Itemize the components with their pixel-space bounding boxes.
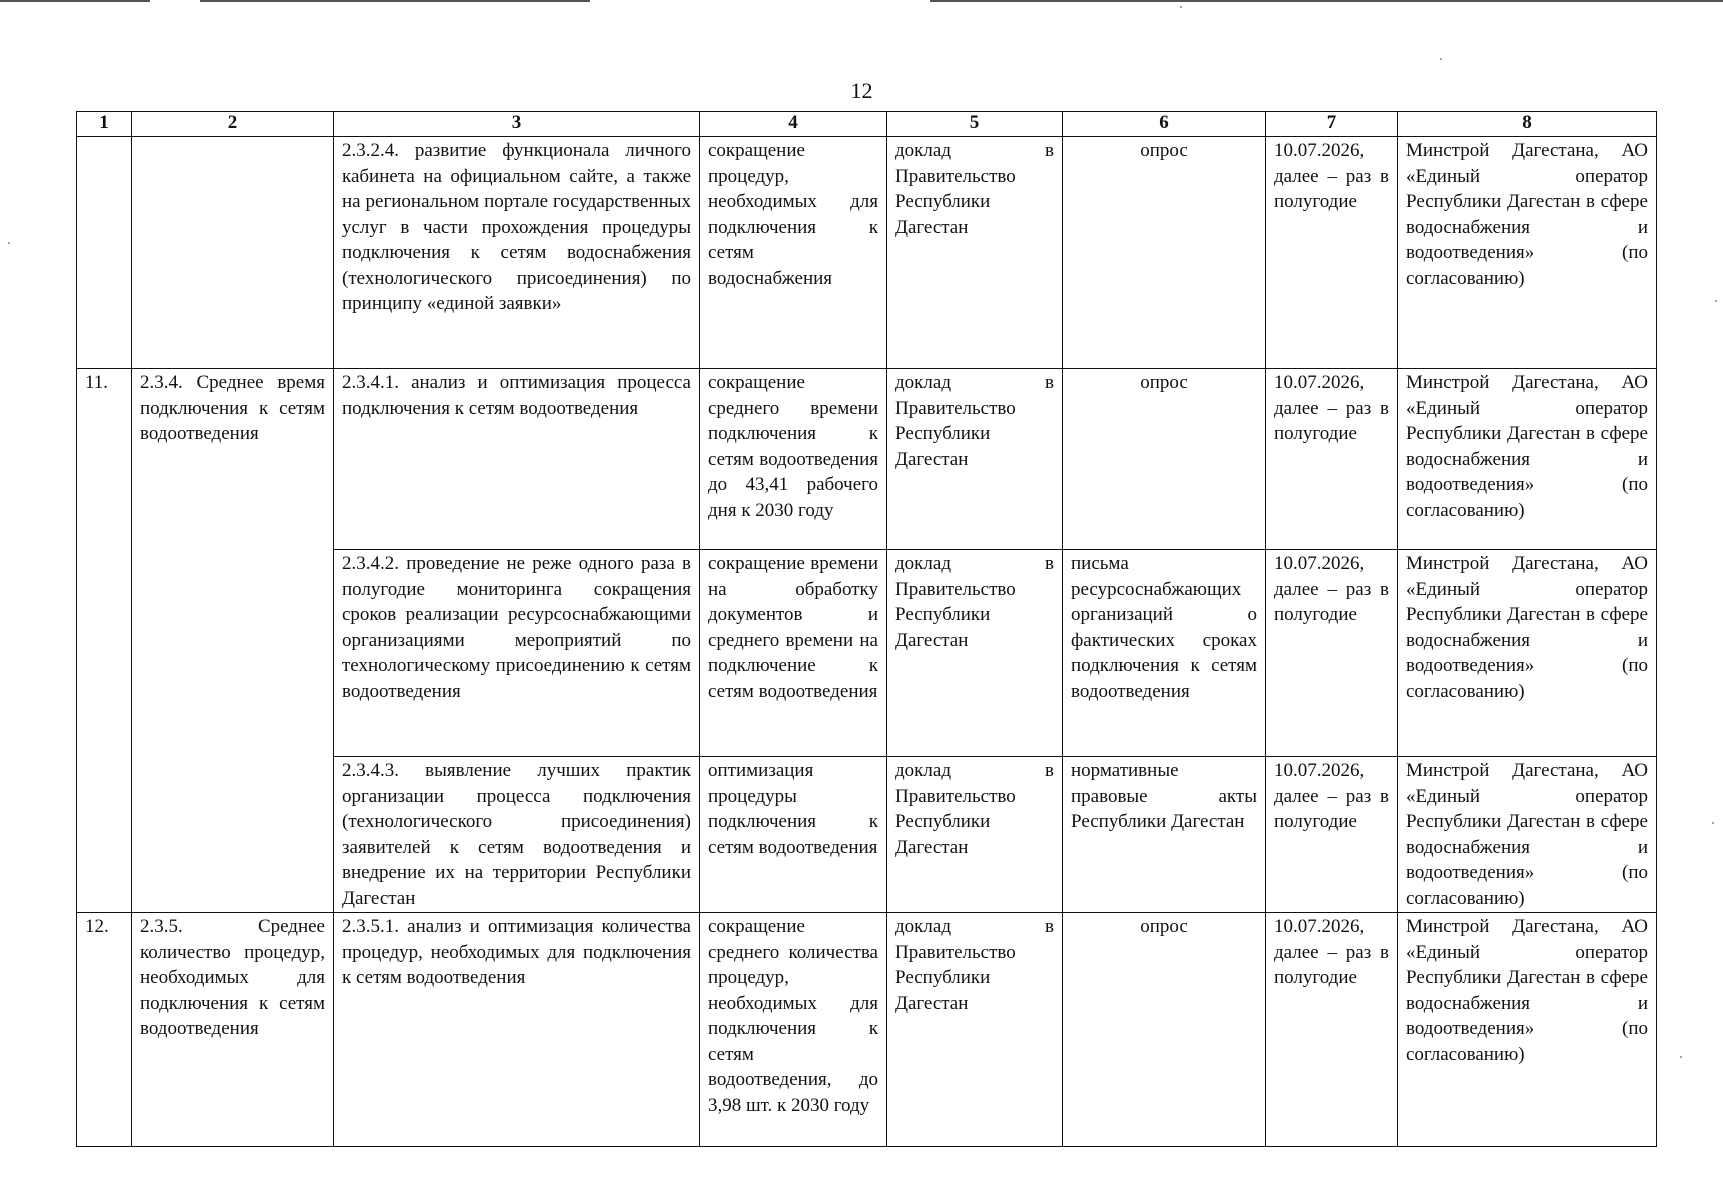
scan-speck [1680, 1056, 1682, 1058]
row-number-cell [77, 137, 132, 369]
responsible-cell: Минстрой Дагестана, АО «Единый оператор Республики Дагестан в сфере водоснабжения и водоотведения» (по согласованию) [1398, 913, 1657, 1147]
row-number-cell: 11. [77, 369, 132, 913]
result-cell: сокращение среднего количества процедур, необходимых для подключения к сетям водоотведения, до 3,98 шт. к 2030 году [700, 913, 887, 1147]
col-header: 8 [1398, 112, 1657, 137]
responsible-cell: Минстрой Дагестана, АО «Единый оператор Республики Дагестан в сфере водоснабжения и водоотведения» (по согласованию) [1398, 550, 1657, 757]
report-form-cell: доклад в Правительство Республики Дагестан [887, 550, 1063, 757]
col-header: 1 [77, 112, 132, 137]
report-form-cell: доклад в Правительство Республики Дагестан [887, 369, 1063, 550]
measure-cell: 2.3.4.2. проведение не реже одного раза в полугодие мониторинга сокращения сроков реализации ресурсоснабжающими организациями мероприятий по технологическому присоединению к сетям водоотведения [334, 550, 700, 757]
scan-speck [1440, 58, 1442, 60]
deadline-cell: 10.07.2026, далее – раз в полугодие [1266, 137, 1398, 369]
responsible-cell: Минстрой Дагестана, АО «Единый оператор Республики Дагестан в сфере водоснабжения и водоотведения» (по согласованию) [1398, 369, 1657, 550]
scan-edge-rule [930, 0, 1723, 2]
source-cell: опрос [1063, 913, 1266, 1147]
scan-speck [1715, 300, 1717, 302]
source-cell: нормативные правовые акты Республики Дагестан [1063, 757, 1266, 913]
source-cell: опрос [1063, 137, 1266, 369]
measure-cell: 2.3.5.1. анализ и оптимизация количества процедур, необходимых для подключения к сетям водоотведения [334, 913, 700, 1147]
table-row [77, 913, 1657, 1147]
col-header: 7 [1266, 112, 1398, 137]
result-cell: сокращение среднего времени подключения к сетям водоотведения до 43,41 рабочего дня к 2030 году [700, 369, 887, 550]
deadline-cell: 10.07.2026, далее – раз в полугодие [1266, 757, 1398, 913]
col-header: 5 [887, 112, 1063, 137]
source-cell: письма ресурсоснабжающих организаций о фактических сроках подключения к сетям водоотведения [1063, 550, 1266, 757]
table-row [77, 369, 1657, 550]
result-cell: оптимизация процедуры подключения к сетям водоотведения [700, 757, 887, 913]
result-cell: сокращение времени на обработку документов и среднего времени на подключение к сетям водоотведения [700, 550, 887, 757]
plan-table [76, 111, 1657, 1147]
scan-edge-rule [200, 0, 590, 2]
row-number-cell: 12. [77, 913, 132, 1147]
col-header: 6 [1063, 112, 1266, 137]
page-number: 12 [850, 78, 873, 103]
table-row [77, 137, 1657, 369]
indicator-cell [132, 137, 334, 369]
deadline-cell: 10.07.2026, далее – раз в полугодие [1266, 550, 1398, 757]
indicator-cell: 2.3.4. Среднее время подключения к сетям водоотведения [132, 369, 334, 913]
report-form-cell: доклад в Правительство Республики Дагестан [887, 757, 1063, 913]
scan-speck [1180, 6, 1182, 8]
responsible-cell: Минстрой Дагестана, АО «Единый оператор Республики Дагестан в сфере водоснабжения и водоотведения» (по согласованию) [1398, 757, 1657, 913]
col-header: 3 [334, 112, 700, 137]
source-cell: опрос [1063, 369, 1266, 550]
col-header: 2 [132, 112, 334, 137]
report-form-cell: доклад в Правительство Республики Дагестан [887, 137, 1063, 369]
measure-cell: 2.3.4.3. выявление лучших практик организации процесса подключения (технологического присоединения) заявителей к сетям водоотведения и внедрение их на территории Республики Дагестан [334, 757, 700, 913]
responsible-cell: Минстрой Дагестана, АО «Единый оператор Республики Дагестан в сфере водоснабжения и водоотведения» (по согласованию) [1398, 137, 1657, 369]
col-header: 4 [700, 112, 887, 137]
table-header-row [77, 112, 1657, 137]
result-cell: сокращение процедур, необходимых для подключения к сетям водоснабжения [700, 137, 887, 369]
deadline-cell: 10.07.2026, далее – раз в полугодие [1266, 913, 1398, 1147]
scan-speck [8, 242, 10, 244]
deadline-cell: 10.07.2026, далее – раз в полугодие [1266, 369, 1398, 550]
report-form-cell: доклад в Правительство Республики Дагестан [887, 913, 1063, 1147]
measure-cell: 2.3.4.1. анализ и оптимизация процесса подключения к сетям водоотведения [334, 369, 700, 550]
indicator-cell: 2.3.5. Среднее количество процедур, необходимых для подключения к сетям водоотведения [132, 913, 334, 1147]
scan-speck [1712, 822, 1714, 824]
scan-edge-rule [0, 0, 150, 2]
measure-cell: 2.3.2.4. развитие функционала личного кабинета на официальном сайте, а также на региональном портале государственных услуг в части прохождения процедуры подключения к сетям водоснабжения (технологического присоединения) по принципу «единой заявки» [334, 137, 700, 369]
